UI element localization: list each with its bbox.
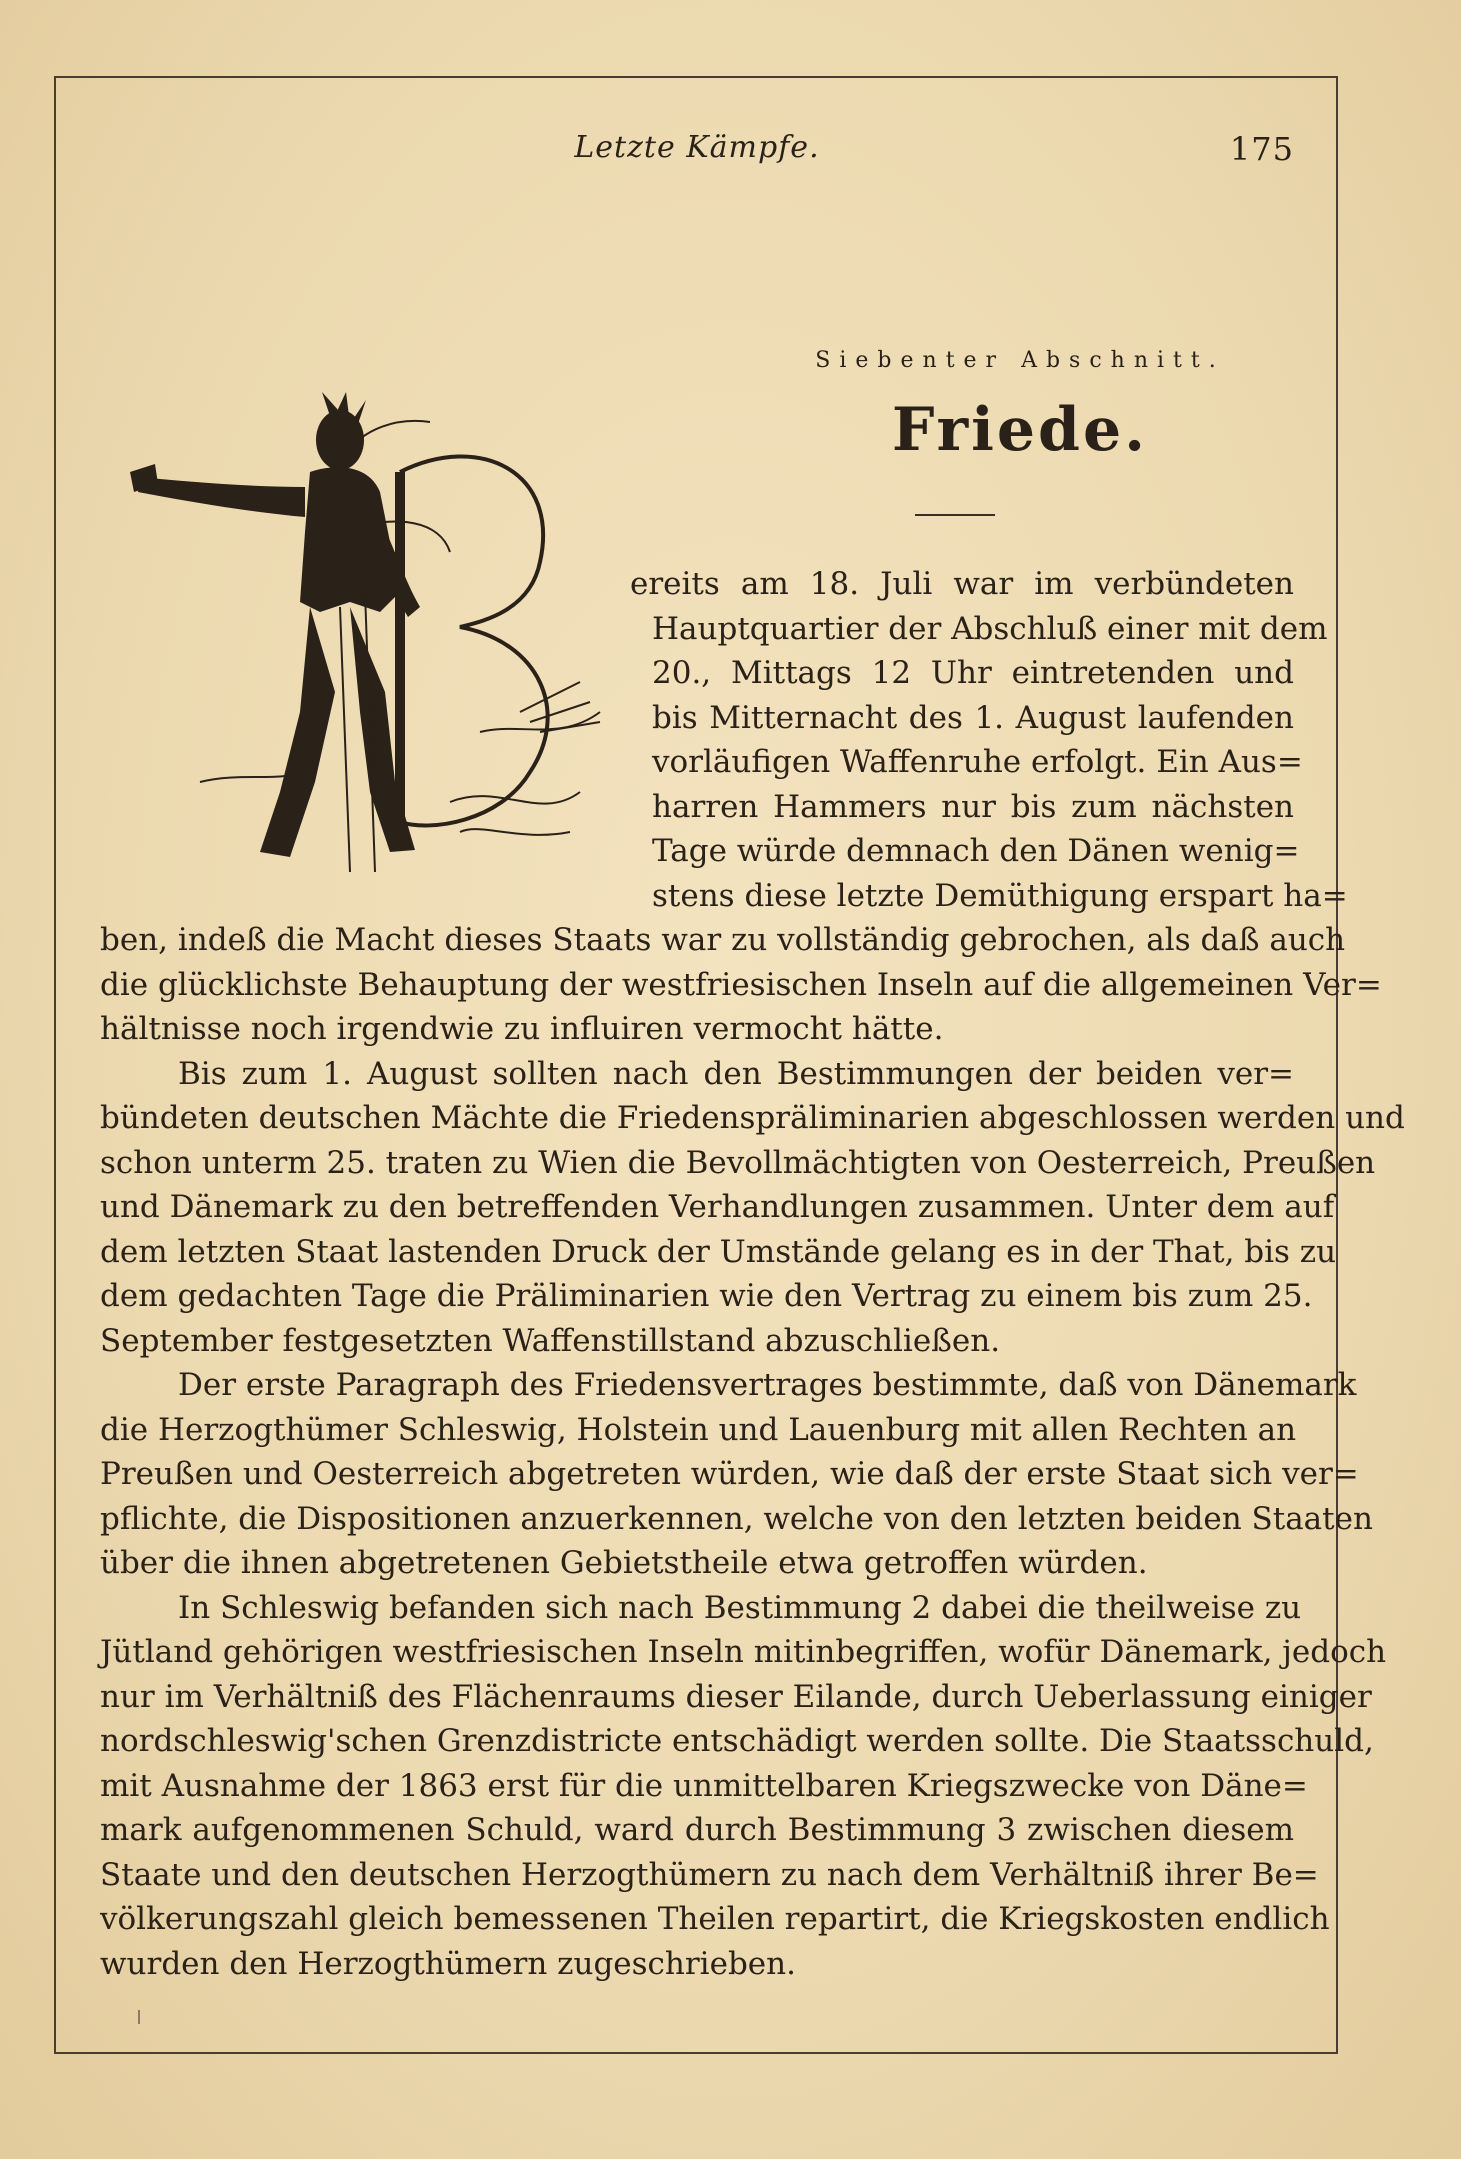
text-line: völkerungszahl gleich bemessenen Theilen repartirt, die Kriegskosten endlich xyxy=(100,1901,1330,1937)
text-line: ereits am 18. Juli war im verbündeten xyxy=(630,566,1294,602)
text-line: Preußen und Oesterreich abgetreten würden, wie daß der erste Staat sich ver= xyxy=(100,1456,1359,1492)
text-line: nordschleswig'schen Grenzdistricte entschädigt werden sollte. Die Staatsschuld, xyxy=(100,1723,1374,1759)
text-line: hältnisse noch irgendwie zu influiren vermocht hätte. xyxy=(100,1011,944,1047)
text-line: nur im Verhältniß des Flächenraums dieser Eilande, durch Ueberlassung einiger xyxy=(100,1678,1372,1715)
running-title: Letzte Kämpfe. xyxy=(574,130,820,165)
text-line: September festgesetzten Waffenstillstand abzuschließen. xyxy=(100,1322,1001,1359)
text-line: mark aufgenommenen Schuld, ward durch Bestimmung 3 zwischen diesem xyxy=(100,1812,1294,1848)
text-line: bis Mitternacht des 1. August laufenden xyxy=(652,699,1294,736)
text-line: vorläufigen Waffenruhe erfolgt. Ein Aus= xyxy=(652,744,1303,780)
text-line: dem letzten Staat lastenden Druck der Umstände gelang es in der That, bis zu xyxy=(100,1233,1337,1270)
text-line: schon unterm 25. traten zu Wien die Bevollmächtigten von Oesterreich, Preußen xyxy=(100,1144,1376,1181)
text-line: dem gedachten Tage die Präliminarien wie den Vertrag zu einem bis zum 25. xyxy=(100,1278,1313,1314)
text-line: mit Ausnahme der 1863 erst für die unmittelbaren Kriegszwecke von Däne= xyxy=(100,1767,1308,1804)
page-header xyxy=(100,130,1294,170)
text-line: In Schleswig befanden sich nach Bestimmung 2 dabei die theilweise zu xyxy=(178,1589,1302,1626)
text-line: Hauptquartier der Abschluß einer mit dem xyxy=(652,610,1328,647)
text-line: Staate und den deutschen Herzogthümern zu nach dem Verhältniß ihrer Be= xyxy=(100,1856,1319,1893)
text-line: 20., Mittags 12 Uhr eintretenden und xyxy=(652,655,1294,691)
printer-mark xyxy=(138,2010,140,2024)
text-line: Der erste Paragraph des Friedensvertrages bestimmte, daß von Dänemark xyxy=(178,1367,1357,1403)
text-line: die Herzogthümer Schleswig, Holstein und Lauenburg mit allen Rechten an xyxy=(100,1411,1297,1448)
text-line: bündeten deutschen Mächte die Friedenspräliminarien abgeschlossen werden und xyxy=(100,1100,1405,1136)
title-divider xyxy=(915,514,995,516)
page-number: 175 xyxy=(1229,130,1294,168)
text-line: wurden den Herzogthümern zugeschrieben. xyxy=(100,1945,796,1982)
text-line: pflichte, die Dispositionen anzuerkennen, welche von den letzten beiden Staaten xyxy=(100,1500,1373,1537)
text-line: über die ihnen abgetretenen Gebietstheile etwa getroffen würden. xyxy=(100,1545,1148,1581)
text-line: Tage würde demnach den Dänen wenig= xyxy=(652,833,1300,869)
text-line: Jütland gehörigen westfriesischen Inseln mitinbegriffen, wofür Dänemark, jedoch xyxy=(100,1634,1387,1670)
text-line: harren Hammers nur bis zum nächsten xyxy=(652,788,1294,825)
section-label: Siebenter Abschnitt. xyxy=(815,348,1225,373)
chapter-title: Friede. xyxy=(891,395,1149,465)
text-line: die glücklichste Behauptung der westfriesischen Inseln auf die allgemeinen Ver= xyxy=(100,966,1382,1003)
text-line: stens diese letzte Demüthigung erspart ha= xyxy=(652,877,1348,914)
body-text xyxy=(100,562,1405,1986)
text-line: Bis zum 1. August sollten nach den Bestimmungen der beiden ver= xyxy=(178,1055,1294,1092)
text-line: ben, indeß die Macht dieses Staats war zu vollständig gebrochen, als daß auch xyxy=(100,922,1346,958)
text-line: und Dänemark zu den betreffenden Verhandlungen zusammen. Unter dem auf xyxy=(100,1189,1335,1225)
